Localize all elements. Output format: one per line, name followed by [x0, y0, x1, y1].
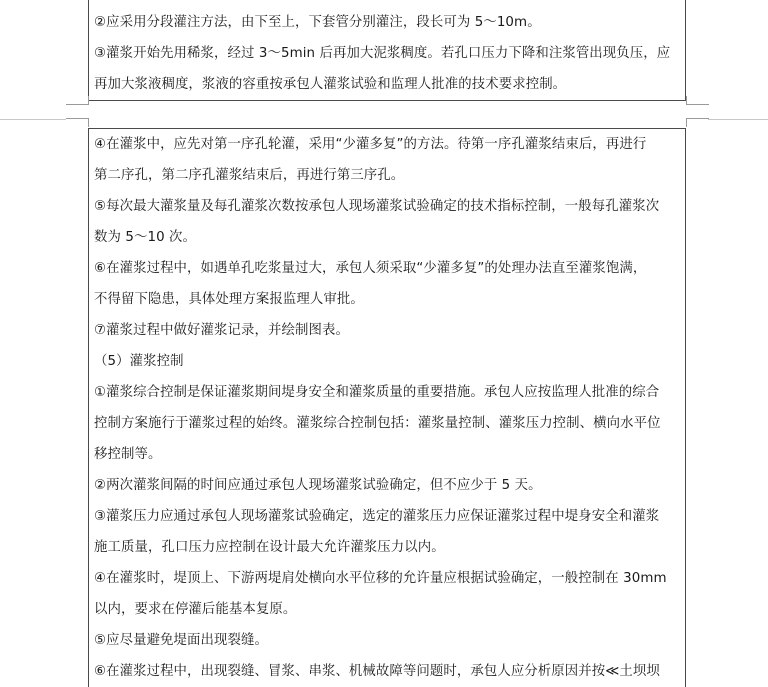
text-line: ⑤应尽量避免堤面出现裂缝。	[94, 633, 268, 648]
text-line: 数为 5～10 次。	[94, 230, 197, 245]
text-line: 第二序孔，第二序孔灌浆结束后，再进行第三序孔。	[94, 168, 405, 183]
text-line: ②应采用分段灌注方法，由下至上，下套管分别灌注，段长可为 5～10m。	[94, 15, 541, 30]
text-frame-page-1	[88, 0, 686, 101]
page-break	[0, 103, 768, 126]
paragraph	[94, 38, 682, 100]
page-corner-mark	[66, 118, 89, 127]
paragraph	[94, 129, 682, 191]
text-line: ②两次灌浆间隔的时间应通过承包人现场灌浆试验确定，但不应少于 5 天。	[94, 478, 542, 493]
text-line: ③灌浆压力应通过承包人现场灌浆试验确定，选定的灌浆压力应保证灌浆过程中堤身安全和灌浆	[94, 509, 660, 524]
page-edge-line	[0, 119, 66, 120]
text-line: 移控制等。	[94, 447, 162, 462]
paragraph	[94, 563, 682, 625]
text-line: ⑥在灌浆过程中，如遇单孔吃浆量过大，承包人须采取“少灌多复”的处理办法直至灌浆饱满，	[94, 261, 647, 276]
section-heading	[94, 346, 682, 377]
paragraph	[94, 377, 682, 470]
text-line: 不得留下隐患，具体处理方案报监理人审批。	[94, 292, 364, 307]
text-line: ①灌浆综合控制是保证灌浆期间堤身安全和灌浆质量的重要措施。承包人应按监理人批准的综合	[94, 385, 660, 400]
paragraph	[94, 7, 682, 38]
page-corner-mark	[686, 118, 709, 127]
page-corner-mark	[686, 96, 709, 105]
paragraph	[94, 315, 682, 346]
text-line: ⑥在灌浆过程中，出现裂缝、冒浆、串浆、机械故障等问题时，承包人应分析原因并按≪土坝坝	[94, 664, 660, 679]
paragraph	[94, 656, 682, 687]
text-line: ⑤每次最大灌浆量及每孔灌浆次数按承包人现场灌浆试验确定的技术指标控制，一般每孔灌浆次	[94, 199, 660, 214]
text-line: 以内，要求在停灌后能基本复原。	[94, 602, 297, 617]
text-line: ⑦灌浆过程中做好灌浆记录，并绘制图表。	[94, 323, 349, 338]
text-frame-page-2	[88, 128, 686, 687]
paragraph	[94, 625, 682, 656]
page-edge-line	[708, 119, 768, 120]
page-corner-mark	[66, 96, 89, 105]
text-line: ④在灌浆时，堤顶上、下游两堤肩处横向水平位移的允许量应根据试验确定，一般控制在 30mm	[94, 571, 667, 586]
text-line: 施工质量，孔口压力应控制在设计最大允许灌浆压力以内。	[94, 540, 445, 555]
text-line: 再加大浆液稠度，浆液的容重按承包人灌浆试验和监理人批准的技术要求控制。	[94, 77, 567, 92]
text-line: ④在灌浆中，应先对第一序孔轮灌，采用“少灌多复”的方法。待第一序孔灌浆结束后，再进行	[94, 137, 647, 152]
paragraph	[94, 501, 682, 563]
text-line: ③灌浆开始先用稀浆，经过 3～5min 后再加大泥浆稠度。若孔口压力下降和注浆管出现负压，应	[94, 46, 671, 61]
text-line: （5）灌浆控制	[94, 354, 184, 369]
paragraph	[94, 191, 682, 253]
paragraph	[94, 253, 682, 315]
text-line: 控制方案施行于灌浆过程的始终。灌浆综合控制包括：灌浆量控制、灌浆压力控制、横向水平位	[94, 416, 661, 431]
paragraph	[94, 470, 682, 501]
